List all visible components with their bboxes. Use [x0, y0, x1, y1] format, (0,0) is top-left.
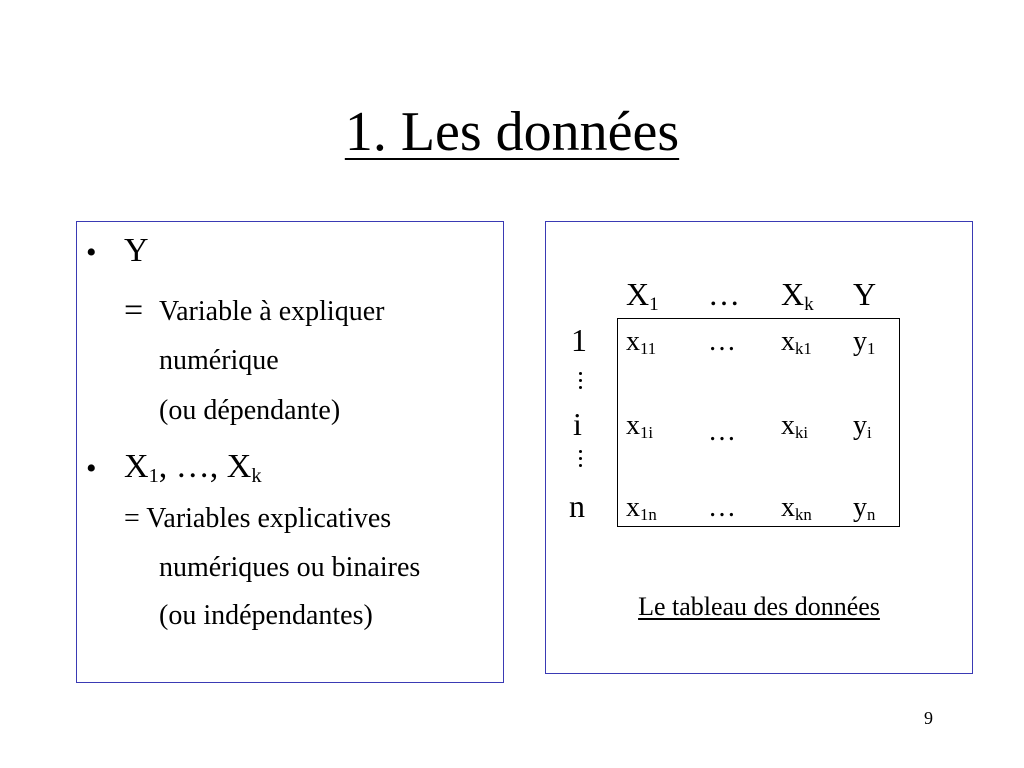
table-cell: $x_{kn}$ [781, 492, 812, 525]
vertical-ellipsis [578, 372, 584, 393]
x-definition-line3: (ou indépendantes) [159, 600, 373, 631]
x-definition-line2: numériques ou binaires [159, 552, 421, 583]
x-definition: = Variables explicatives [124, 503, 392, 534]
row-label: 1 [571, 322, 587, 358]
table-cell: $y_i$ [853, 410, 872, 443]
y-equals: = [124, 292, 144, 329]
y-definition-line3: (ou dépendante) [159, 395, 341, 426]
table-cell: … [708, 326, 736, 357]
table-header: Y [853, 276, 877, 312]
table-cell: $y_n$ [853, 492, 876, 525]
row-label: n [569, 488, 585, 524]
table-cell: … [708, 492, 736, 523]
slide-title-text: 1. Les données [344, 101, 680, 163]
table-header: $X_k$ [781, 276, 814, 315]
table-header: $X_1$ [626, 276, 659, 315]
table-cell: $x_{1n}$ [626, 492, 657, 525]
y-definition: Variable à expliquer [159, 296, 385, 327]
y-label: Y [124, 232, 149, 269]
bullet-y: • [86, 236, 97, 269]
table-cell: $x_{1i}$ [626, 410, 654, 443]
page-number: 9 [924, 708, 933, 728]
slide-title [0, 100, 1024, 164]
table-caption: Le tableau des données [638, 592, 880, 621]
row-label: i [573, 406, 582, 442]
table-cell: $y_1$ [853, 326, 876, 359]
table-header: … [708, 276, 740, 312]
table-cell: $x_{11}$ [626, 326, 657, 359]
bullet-x: • [86, 452, 97, 485]
table-cell: $x_{k1}$ [781, 326, 812, 359]
x-label: $X_1$, …, $X_k$ [124, 448, 262, 488]
table-cell: … [708, 416, 736, 447]
vertical-ellipsis [578, 450, 584, 471]
table-cell: $x_{ki}$ [781, 410, 809, 443]
y-definition-line2: numérique [159, 345, 279, 376]
